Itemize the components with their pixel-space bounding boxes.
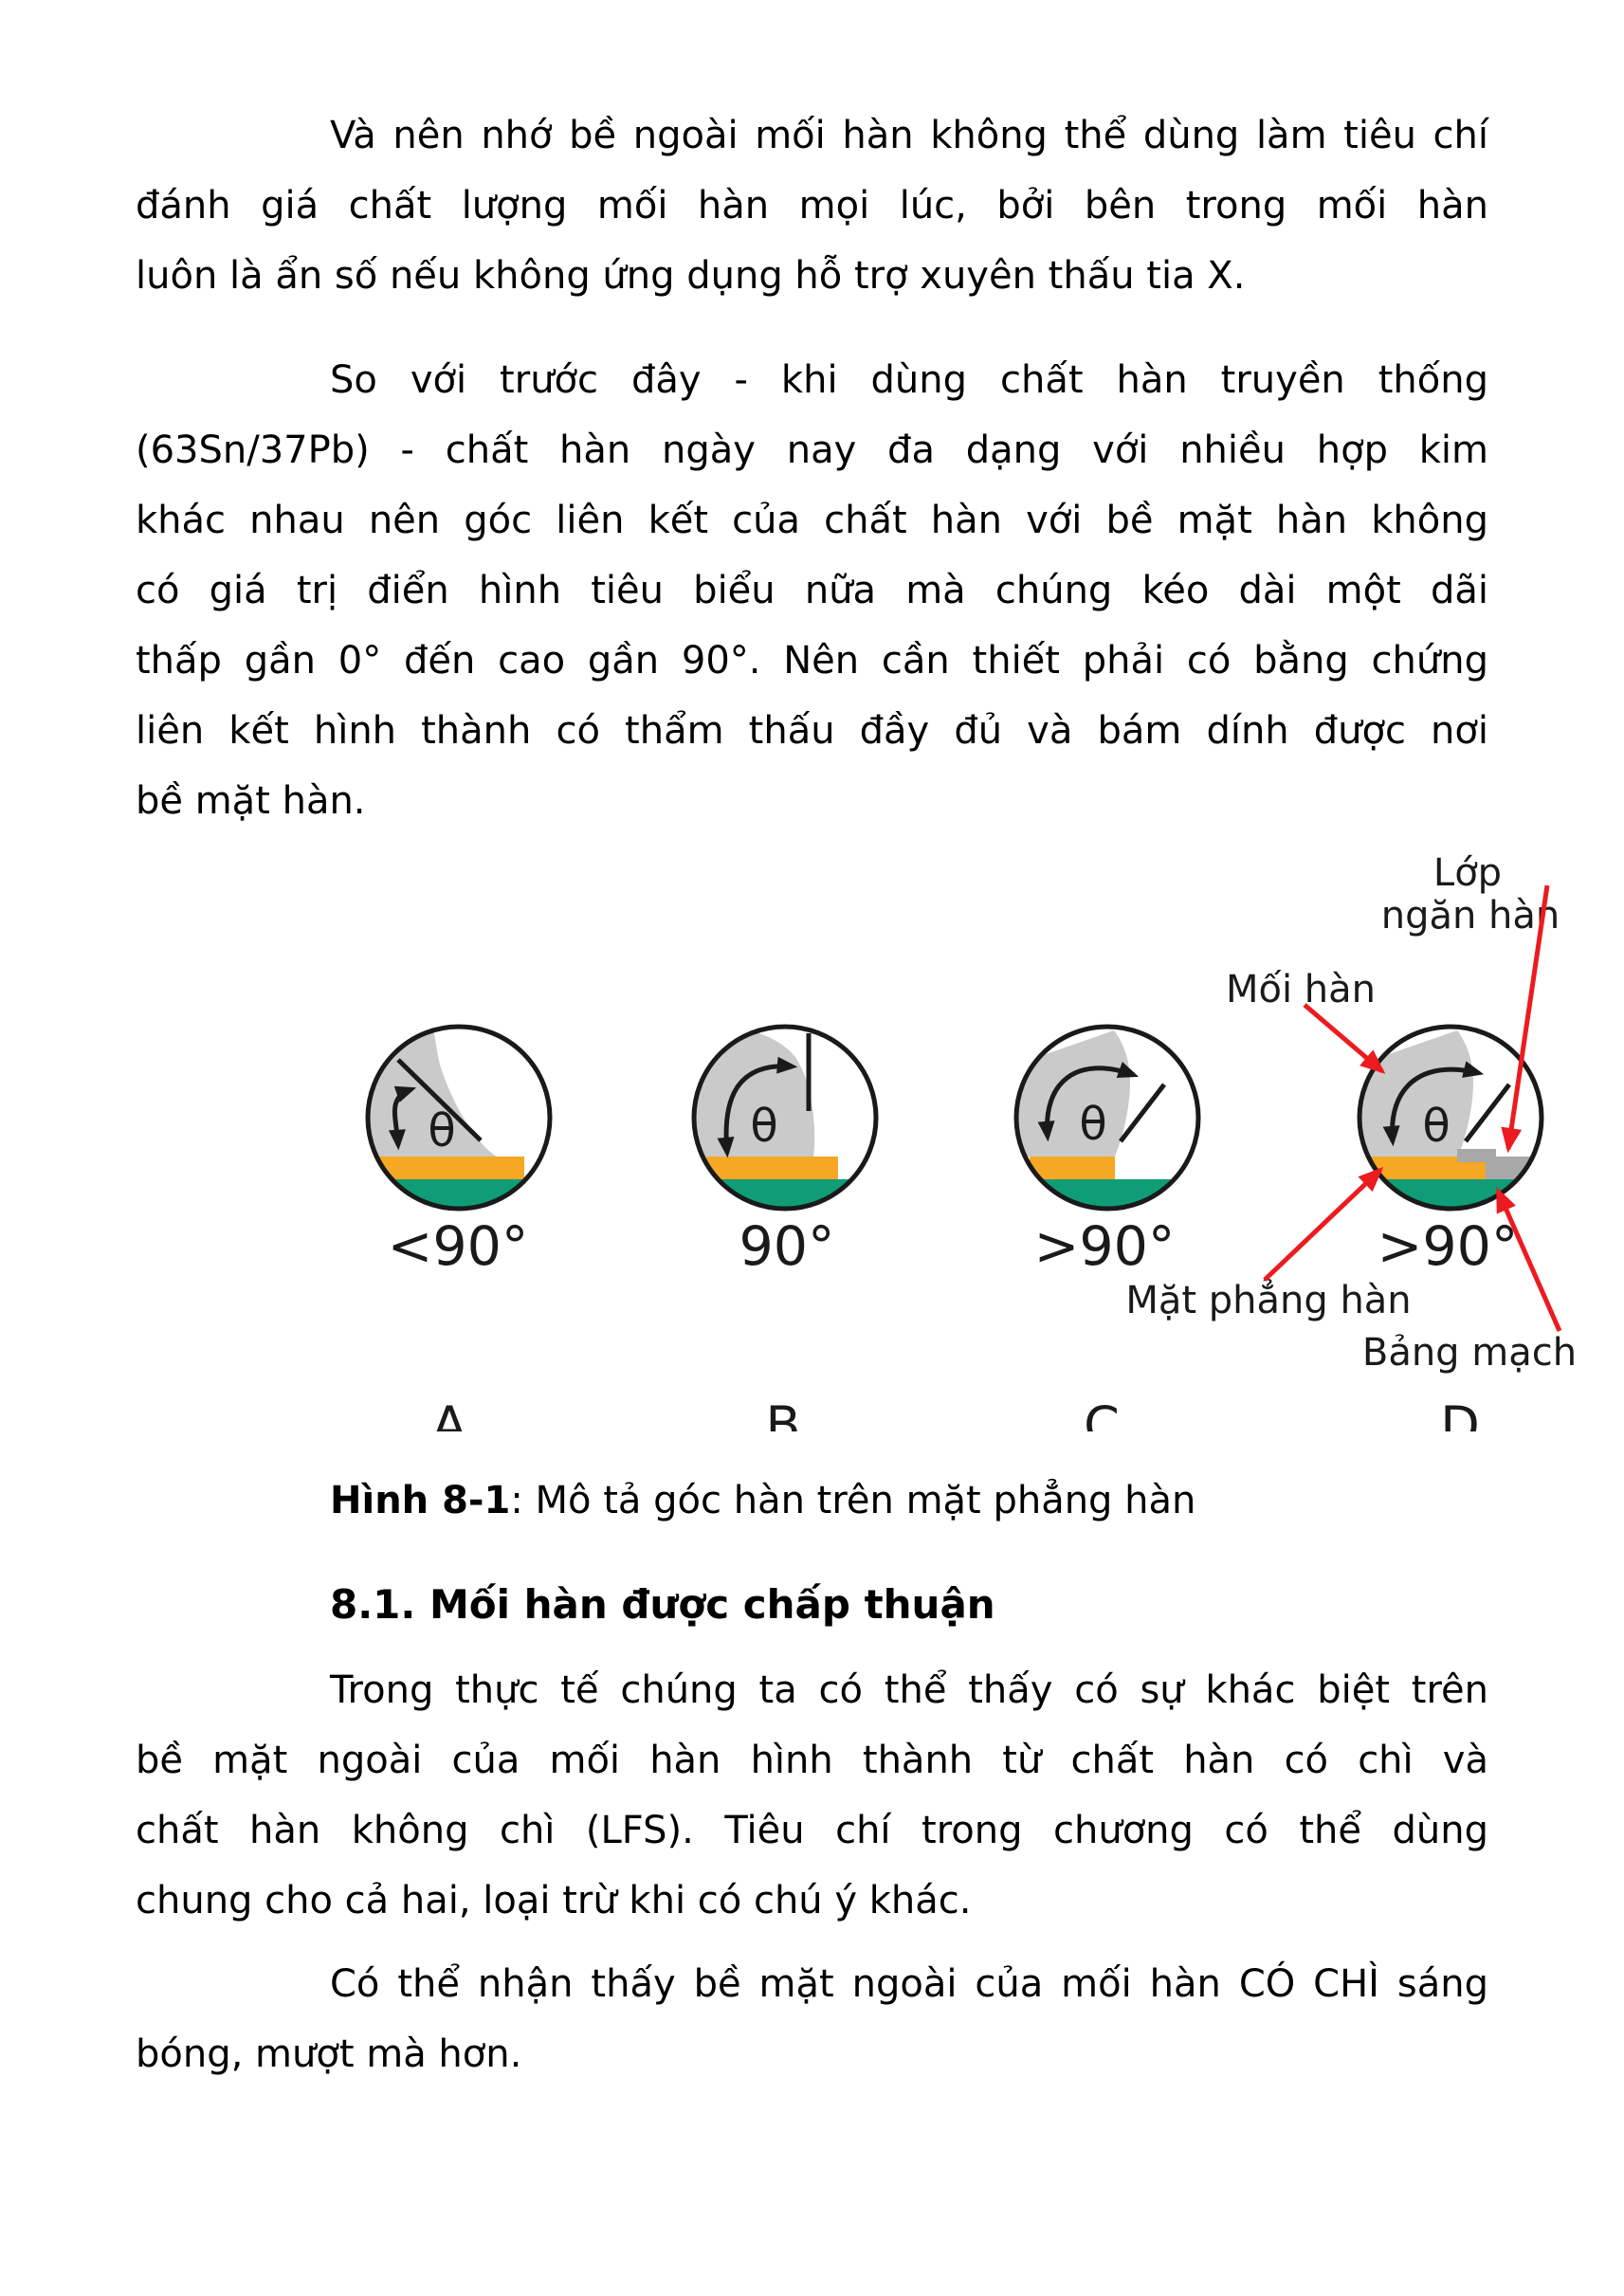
angle-label-b: 90° [739,1215,835,1278]
panel-a-diagram [322,1016,559,1222]
text-line: chung cho cả hai, loại trừ khi có chú ý khác. [136,1879,972,1922]
text-line: chất hàn không chì (LFS). Tiêu chí trong chương có thể dùng [136,1809,1488,1852]
solder-joint-arrow [1305,1005,1382,1071]
text-line: (63Sn/37Pb) - chất hàn ngày nay đa dạng với nhiều hợp kim [136,428,1488,472]
solder-mask-label-line1: Lớp [1432,851,1503,895]
text-line: liên kết hình thành có thẩm thấu đầy đủ và bám dính được nơi [136,709,1488,753]
panel-letter-d: D [1440,1395,1480,1431]
text-line: bề mặt ngoài của mối hàn hình thành từ chất hàn có chì và [136,1739,1488,1782]
text-line: thấp gần 0° đến cao gần 90°. Nên cần thiết phải có bằng chứng [136,639,1488,683]
paragraph-3 [136,1655,1488,1936]
text-line: Và nên nhớ bề ngoài mối hàn không thể dùng làm tiêu chí [330,114,1488,157]
solder-plane-label: Mặt phẳng hàn [1125,1279,1412,1322]
pad-shape [706,1157,838,1179]
solder-fillet-shape [322,1016,497,1157]
panel-letter-c: C [1084,1395,1120,1431]
figure-caption-label: Hình 8-1 [330,1479,511,1522]
angle-label-a: <90° [387,1215,529,1278]
text-line: đánh giá chất lượng mối hàn mọi lúc, bởi bên trong mối hàn [136,184,1488,228]
panel-c-diagram [986,1027,1210,1222]
theta-symbol: θ [750,1100,778,1153]
text-line: Có thể nhận thấy bề mặt ngoài của mối hàn CÓ CHÌ sáng [330,1962,1488,2006]
solder-plane-arrow [1265,1170,1380,1280]
figure-caption-text: : Mô tả góc hàn trên mặt phẳng hàn [510,1479,1196,1522]
text-line: So với trước đây - khi dùng chất hàn truyền thống [330,358,1488,402]
panel-letter-a: A [431,1395,467,1431]
solder-joint-label: Mối hàn [1225,968,1377,1011]
paragraph-4 [136,1949,1488,2089]
angle-label-c: >90° [1033,1215,1176,1278]
figure-8-1 [0,836,1624,1431]
text-line: bóng, mượt mà hơn. [136,2032,522,2076]
section-heading: 8.1. Mối hàn được chấp thuận [330,1581,995,1628]
solder-mask-label-line2: ngăn hàn [1380,894,1560,938]
paragraph-2 [136,345,1488,836]
circuit-board-label: Bảng mạch [1361,1331,1578,1375]
text-line: khác nhau nên góc liên kết của chất hàn với bề mặt hàn không [136,499,1488,542]
solder-angle-diagram [0,836,1624,1431]
theta-symbol: θ [1422,1100,1451,1153]
text-line: Trong thực tế chúng ta có thể thấy có sự khác biệt trên [330,1668,1488,1712]
paragraph-1 [136,0,1488,311]
text-line: bề mặt hàn. [136,779,366,823]
figure-caption [136,1466,1488,1536]
theta-symbol: θ [428,1104,456,1157]
panel-letter-b: B [765,1395,801,1431]
theta-symbol: θ [1079,1098,1107,1151]
panel-b-diagram [652,1027,887,1222]
solder-fillet-shape [986,1030,1130,1157]
text-line: luôn là ẩn số nếu không ứng dụng hỗ trợ xuyên thấu tia X. [136,254,1246,298]
pad-shape [1030,1157,1115,1179]
angle-label-d: >90° [1377,1215,1519,1278]
text-line: có giá trị điển hình tiêu biểu nữa mà chúng kéo dài một dãi [136,569,1488,612]
